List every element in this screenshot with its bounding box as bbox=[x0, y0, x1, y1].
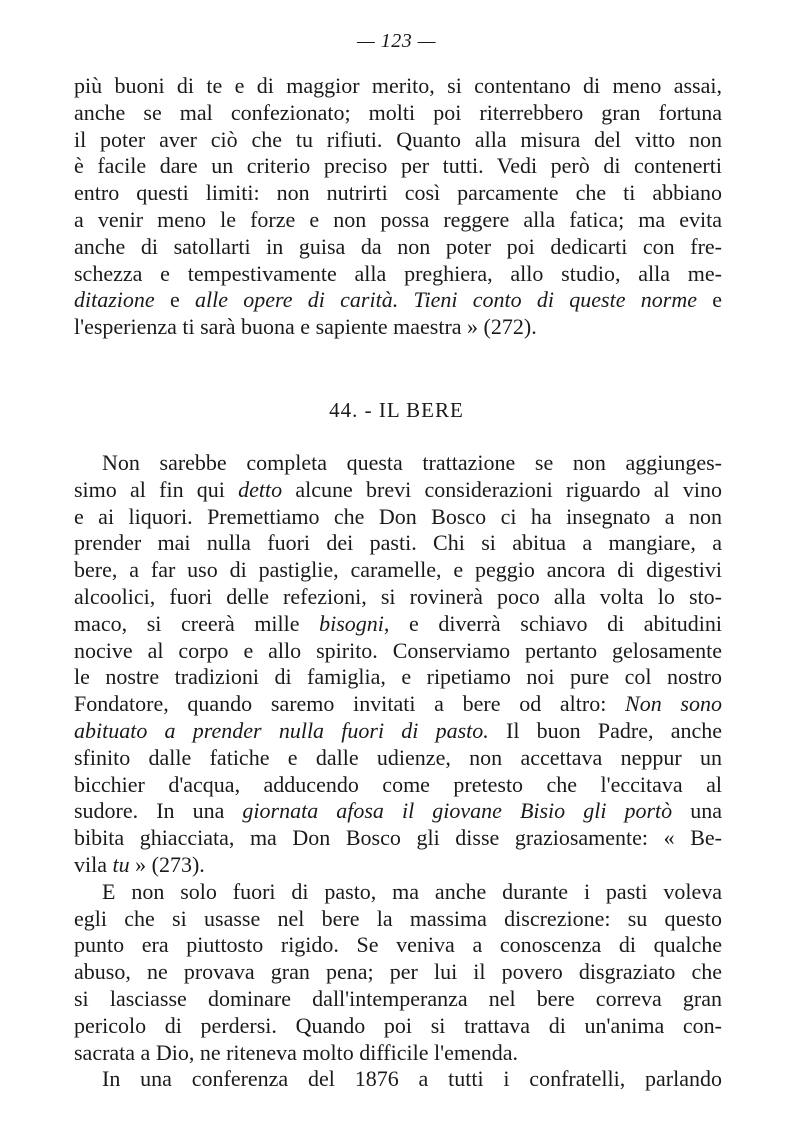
plain-text: e bbox=[154, 287, 195, 313]
text-line: si lasciasse dominare dall'intemperanza nel bere correva gran bbox=[74, 985, 722, 1011]
text-line: sfinito dalle fatiche e dalle udienze, non accettava neppur un bbox=[74, 744, 722, 770]
text-line bbox=[74, 852, 722, 879]
text-line: E non solo fuori di pasto, ma anche durante i pasti voleva bbox=[102, 878, 722, 904]
text-line: bibita ghiacciata, ma Don Bosco gli disse graziosamente: « Be- bbox=[74, 825, 722, 851]
text-line bbox=[74, 287, 722, 314]
text-line bbox=[74, 691, 722, 718]
text-line: bere, a far uso di pastiglie, caramelle, e peggio ancora di digestivi bbox=[74, 557, 722, 583]
text-line: sacrata a Dio, ne riteneva molto difficile l'emenda. bbox=[74, 1039, 518, 1065]
text-line: prender mai nulla fuori dei pasti. Chi si abitua a mangiare, a bbox=[74, 530, 722, 556]
section-title: 44. - IL BERE bbox=[329, 398, 464, 422]
plain-text: alcune brevi considerazioni riguardo al vino bbox=[282, 476, 722, 502]
text-line: abuso, ne provava gran pena; per lui il povero disgraziato che bbox=[74, 959, 722, 985]
text-line: schezza e tempestivamente alla preghiera, allo studio, alla me- bbox=[74, 260, 722, 286]
text-line bbox=[74, 611, 722, 638]
text-line: anche se mal confezionato; molti poi riterrebbero gran fortuna bbox=[74, 99, 722, 125]
plain-text: Il buon Padre, anche bbox=[488, 717, 722, 743]
text-line: bicchier d'acqua, adducendo come pretesto che l'eccitava al bbox=[74, 771, 722, 797]
plain-text: Fondatore, quando saremo invitati a bere od altro: bbox=[74, 691, 626, 717]
plain-text: e bbox=[696, 287, 723, 313]
text-line: più buoni di te e di maggior merito, si contentano di meno assai, bbox=[74, 73, 722, 98]
text-line: punto era piuttosto rigido. Se veniva a conoscenza di qualche bbox=[74, 932, 722, 958]
italic-text: tu bbox=[112, 851, 130, 877]
text-line: nocive al corpo e allo spirito. Conserviamo pertanto gelosamente bbox=[74, 637, 722, 663]
text-line bbox=[74, 477, 722, 504]
text-line: e ai liquori. Premettiamo che Don Bosco ci ha insegnato a non bbox=[74, 503, 722, 529]
italic-text: ditazione bbox=[74, 287, 155, 313]
text-line: il poter aver ciò che tu rifiuti. Quanto alla misura del vitto non bbox=[74, 126, 722, 152]
text-line: entro questi limiti: non nutrirti così parcamente che ti abbiano bbox=[74, 180, 722, 206]
text-line: In una conferenza del 1876 a tutti i confratelli, parlando bbox=[102, 1066, 722, 1092]
plain-text: sudore. In una bbox=[74, 798, 243, 824]
paragraph-continuation bbox=[74, 73, 722, 341]
text-line: alcoolici, fuori delle refezioni, si rovinerà poco alla volta lo sto- bbox=[74, 583, 722, 609]
text-line: le nostre tradizioni di famiglia, e ripetiamo noi pure col nostro bbox=[74, 664, 722, 690]
text-line: egli che si usasse nel bere la massima discrezione: su questo bbox=[74, 905, 722, 931]
italic-text: detto bbox=[238, 476, 283, 502]
text-line: anche di satollarti in guisa da non poter poi dedicarti con fre- bbox=[74, 233, 722, 259]
italic-text: alle opere di carità. Tieni conto di queste norme bbox=[194, 287, 697, 313]
section-body bbox=[74, 450, 722, 1093]
italic-text: giornata afosa il giovane Bisio gli portò bbox=[242, 798, 673, 824]
italic-text: Non sono bbox=[625, 691, 722, 717]
plain-text: , e diverrà schiavo di abitudini bbox=[383, 610, 722, 636]
plain-text: simo al fin qui bbox=[74, 476, 239, 502]
text-line: pericolo di perdersi. Quando poi si trattava di un'anima con- bbox=[74, 1012, 722, 1038]
text-line: a venir meno le forze e non possa reggere alla fatica; ma evita bbox=[74, 206, 722, 232]
italic-text: bisogni bbox=[319, 610, 384, 636]
text-line: è facile dare un criterio preciso per tutti. Vedi però di contenerti bbox=[74, 153, 722, 179]
text-line: l'esperienza ti sarà buona e sapiente maestra » (272). bbox=[74, 314, 537, 340]
plain-text: maco, si creerà mille bbox=[74, 610, 320, 636]
plain-text: vila bbox=[74, 851, 113, 877]
text-line: Non sarebbe completa questa trattazione se non aggiunges- bbox=[102, 450, 722, 475]
text-line bbox=[74, 718, 722, 745]
text-line bbox=[74, 798, 722, 825]
plain-text: » (273). bbox=[129, 851, 205, 877]
page-number: — 123 — bbox=[356, 30, 437, 52]
plain-text: una bbox=[672, 798, 723, 824]
italic-text: abituato a prender nulla fuori di pasto. bbox=[74, 717, 489, 743]
